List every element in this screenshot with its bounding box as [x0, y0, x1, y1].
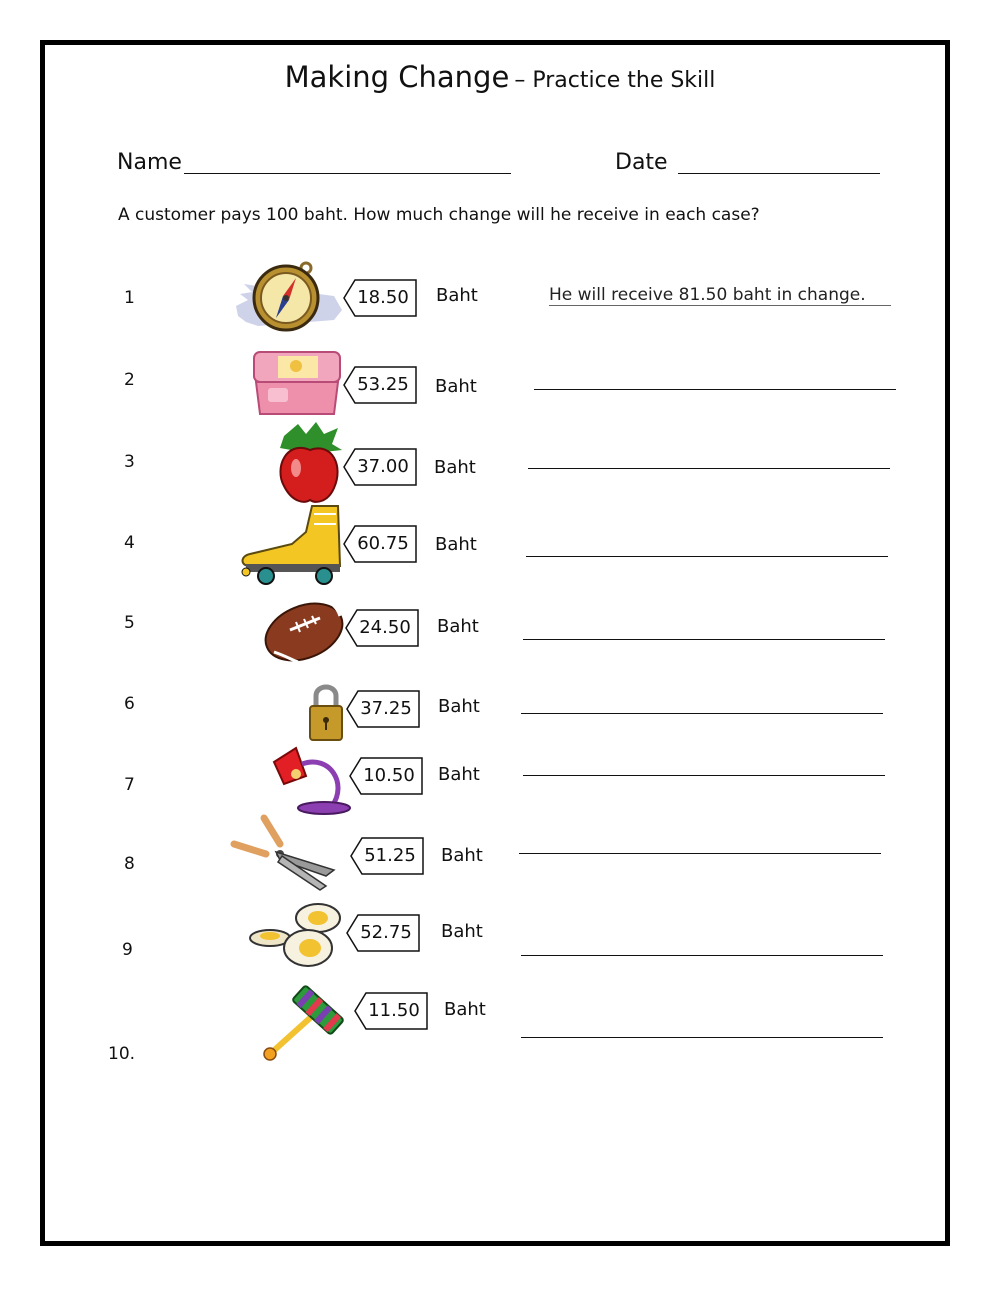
item-number: 2	[124, 370, 135, 390]
currency-label: Baht	[441, 845, 483, 866]
item-number: 10.	[108, 1044, 136, 1064]
price-tag	[349, 757, 423, 795]
price-value: 37.25	[360, 698, 412, 719]
name-label: Name	[117, 150, 182, 175]
item-number: 7	[124, 775, 135, 795]
date-field[interactable]	[678, 173, 880, 174]
item-number: 9	[122, 940, 133, 960]
price-value: 18.50	[357, 287, 409, 308]
answer-line[interactable]	[534, 389, 896, 390]
price-value: 37.00	[357, 456, 409, 477]
price-tag	[343, 525, 417, 563]
price-value: 11.50	[368, 1000, 420, 1021]
instruction-text: A customer pays 100 baht. How much change will he receive in each case?	[118, 205, 760, 225]
answer-line[interactable]	[526, 556, 888, 557]
currency-label: Baht	[438, 696, 480, 717]
item-number: 4	[124, 533, 135, 553]
answer-line[interactable]	[521, 955, 883, 956]
currency-label: Baht	[444, 999, 486, 1020]
price-value: 51.25	[364, 845, 416, 866]
price-tag	[346, 914, 420, 952]
answer-line[interactable]	[521, 1037, 883, 1038]
item-number: 3	[124, 452, 135, 472]
boiled-eggs-icon	[248, 898, 358, 984]
price-value: 24.50	[359, 617, 411, 638]
answer-line[interactable]	[519, 853, 881, 854]
currency-label: Baht	[436, 285, 478, 306]
currency-label: Baht	[434, 457, 476, 478]
hedge-shears-icon	[230, 814, 340, 900]
price-tag	[343, 366, 417, 404]
answer-line[interactable]	[523, 639, 885, 640]
price-tag	[343, 448, 417, 486]
item-number: 8	[124, 854, 135, 874]
title-subtitle: – Practice the Skill	[514, 68, 716, 93]
compass-icon	[234, 256, 344, 342]
price-tag	[343, 279, 417, 317]
worksheet-title	[0, 60, 1000, 94]
price-tag	[354, 992, 428, 1030]
lunchbox-icon	[248, 344, 358, 430]
title-main: Making Change	[284, 60, 510, 94]
date-label: Date	[615, 150, 668, 175]
item-number: 6	[124, 694, 135, 714]
currency-label: Baht	[435, 376, 477, 397]
price-value: 60.75	[357, 533, 409, 554]
price-tag	[346, 690, 420, 728]
currency-label: Baht	[438, 764, 480, 785]
currency-label: Baht	[435, 534, 477, 555]
price-value: 52.75	[360, 922, 412, 943]
price-tag	[345, 609, 419, 647]
answer-line[interactable]	[528, 468, 890, 469]
answer-line[interactable]	[523, 775, 885, 776]
price-tag	[350, 837, 424, 875]
currency-label: Baht	[441, 921, 483, 942]
example-answer: He will receive 81.50 baht in change.	[549, 285, 891, 306]
price-value: 53.25	[357, 374, 409, 395]
answer-line[interactable]	[521, 713, 883, 714]
name-field[interactable]	[184, 173, 511, 174]
roller-skate-icon	[236, 502, 346, 588]
price-value: 10.50	[363, 765, 415, 786]
item-number: 1	[124, 288, 135, 308]
item-number: 5	[124, 613, 135, 633]
currency-label: Baht	[437, 616, 479, 637]
